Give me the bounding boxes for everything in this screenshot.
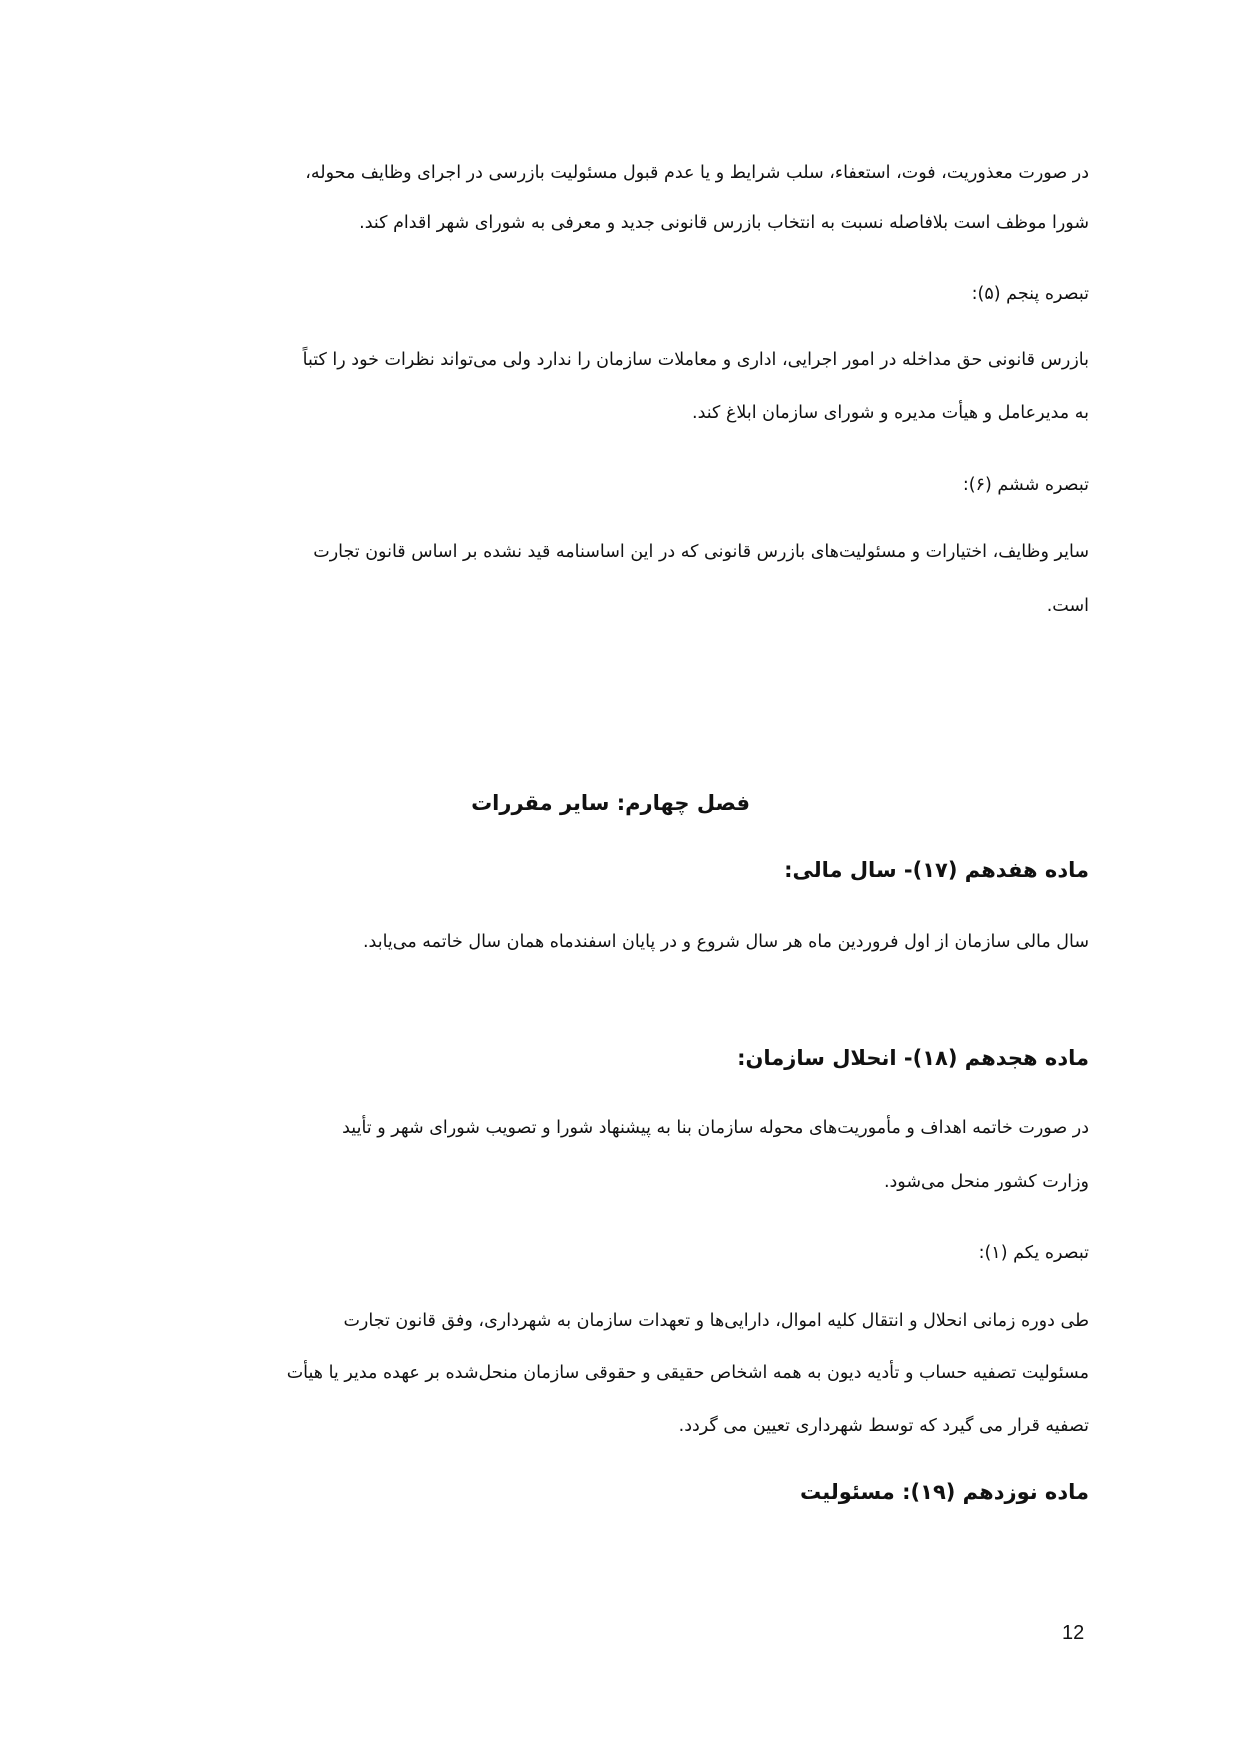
paragraph-line: سال مالی سازمان از اول فروردین ماه هر سال شروع و در پایان اسفندماه همان سال خاتمه می‌یابد. (362, 932, 1089, 952)
paragraph-line: بازرس قانونی حق مداخله در امور اجرایی، اداری و معاملات سازمان را ندارد ولی می‌تواند نظرات خود را کتباً (302, 350, 1089, 370)
article-18-title: ماده هجدهم (۱۸)- انحلال سازمان: (737, 1046, 1089, 1070)
article-19-title: ماده نوزدهم (۱۹): مسئولیت (800, 1480, 1089, 1504)
page-number: 12 (1062, 1622, 1085, 1644)
chapter-title: فصل چهارم: سایر مقررات (471, 791, 750, 815)
paragraph-line: شورا موظف است بلافاصله نسبت به انتخاب بازرس قانونی جدید و معرفی به شورای شهر اقدام کند. (359, 213, 1089, 233)
paragraph-line: طی دوره زمانی انحلال و انتقال کلیه اموال، دارایی‌ها و تعهدات سازمان به شهرداری، وفق قانون تجارت (343, 1311, 1089, 1331)
paragraph-line: سایر وظایف، اختیارات و مسئولیت‌های بازرس قانونی که در این اساسنامه قید نشده بر اساس قانون تجارت (313, 542, 1089, 562)
note-title: تبصره ششم (۶): (962, 475, 1089, 495)
article-17-title: ماده هفدهم (۱۷)- سال مالی: (784, 858, 1089, 882)
note-title: تبصره یکم (۱): (978, 1243, 1089, 1263)
note-title: تبصره پنجم (۵): (971, 284, 1089, 304)
paragraph-line: است. (1046, 596, 1089, 616)
paragraph-line: تصفیه قرار می گیرد که توسط شهرداری تعیین می گردد. (678, 1416, 1089, 1436)
paragraph-line: در صورت معذوریت، فوت، استعفاء، سلب شرایط و یا عدم قبول مسئولیت بازرسی در اجرای وظایف محوله، (305, 163, 1089, 183)
paragraph-line: مسئولیت تصفیه حساب و تأدیه دیون به همه اشخاص حقیقی و حقوقی سازمان منحل‌شده بر عهده مدیر یا هیأت (286, 1363, 1089, 1383)
paragraph-line: در صورت خاتمه اهداف و مأموریت‌های محوله سازمان بنا به پیشنهاد شورا و تصویب شورای شهر و تأیید (342, 1118, 1089, 1138)
paragraph-line: به مدیرعامل و هیأت مدیره و شورای سازمان ابلاغ کند. (692, 403, 1089, 423)
paragraph-line: وزارت کشور منحل می‌شود. (883, 1172, 1089, 1192)
